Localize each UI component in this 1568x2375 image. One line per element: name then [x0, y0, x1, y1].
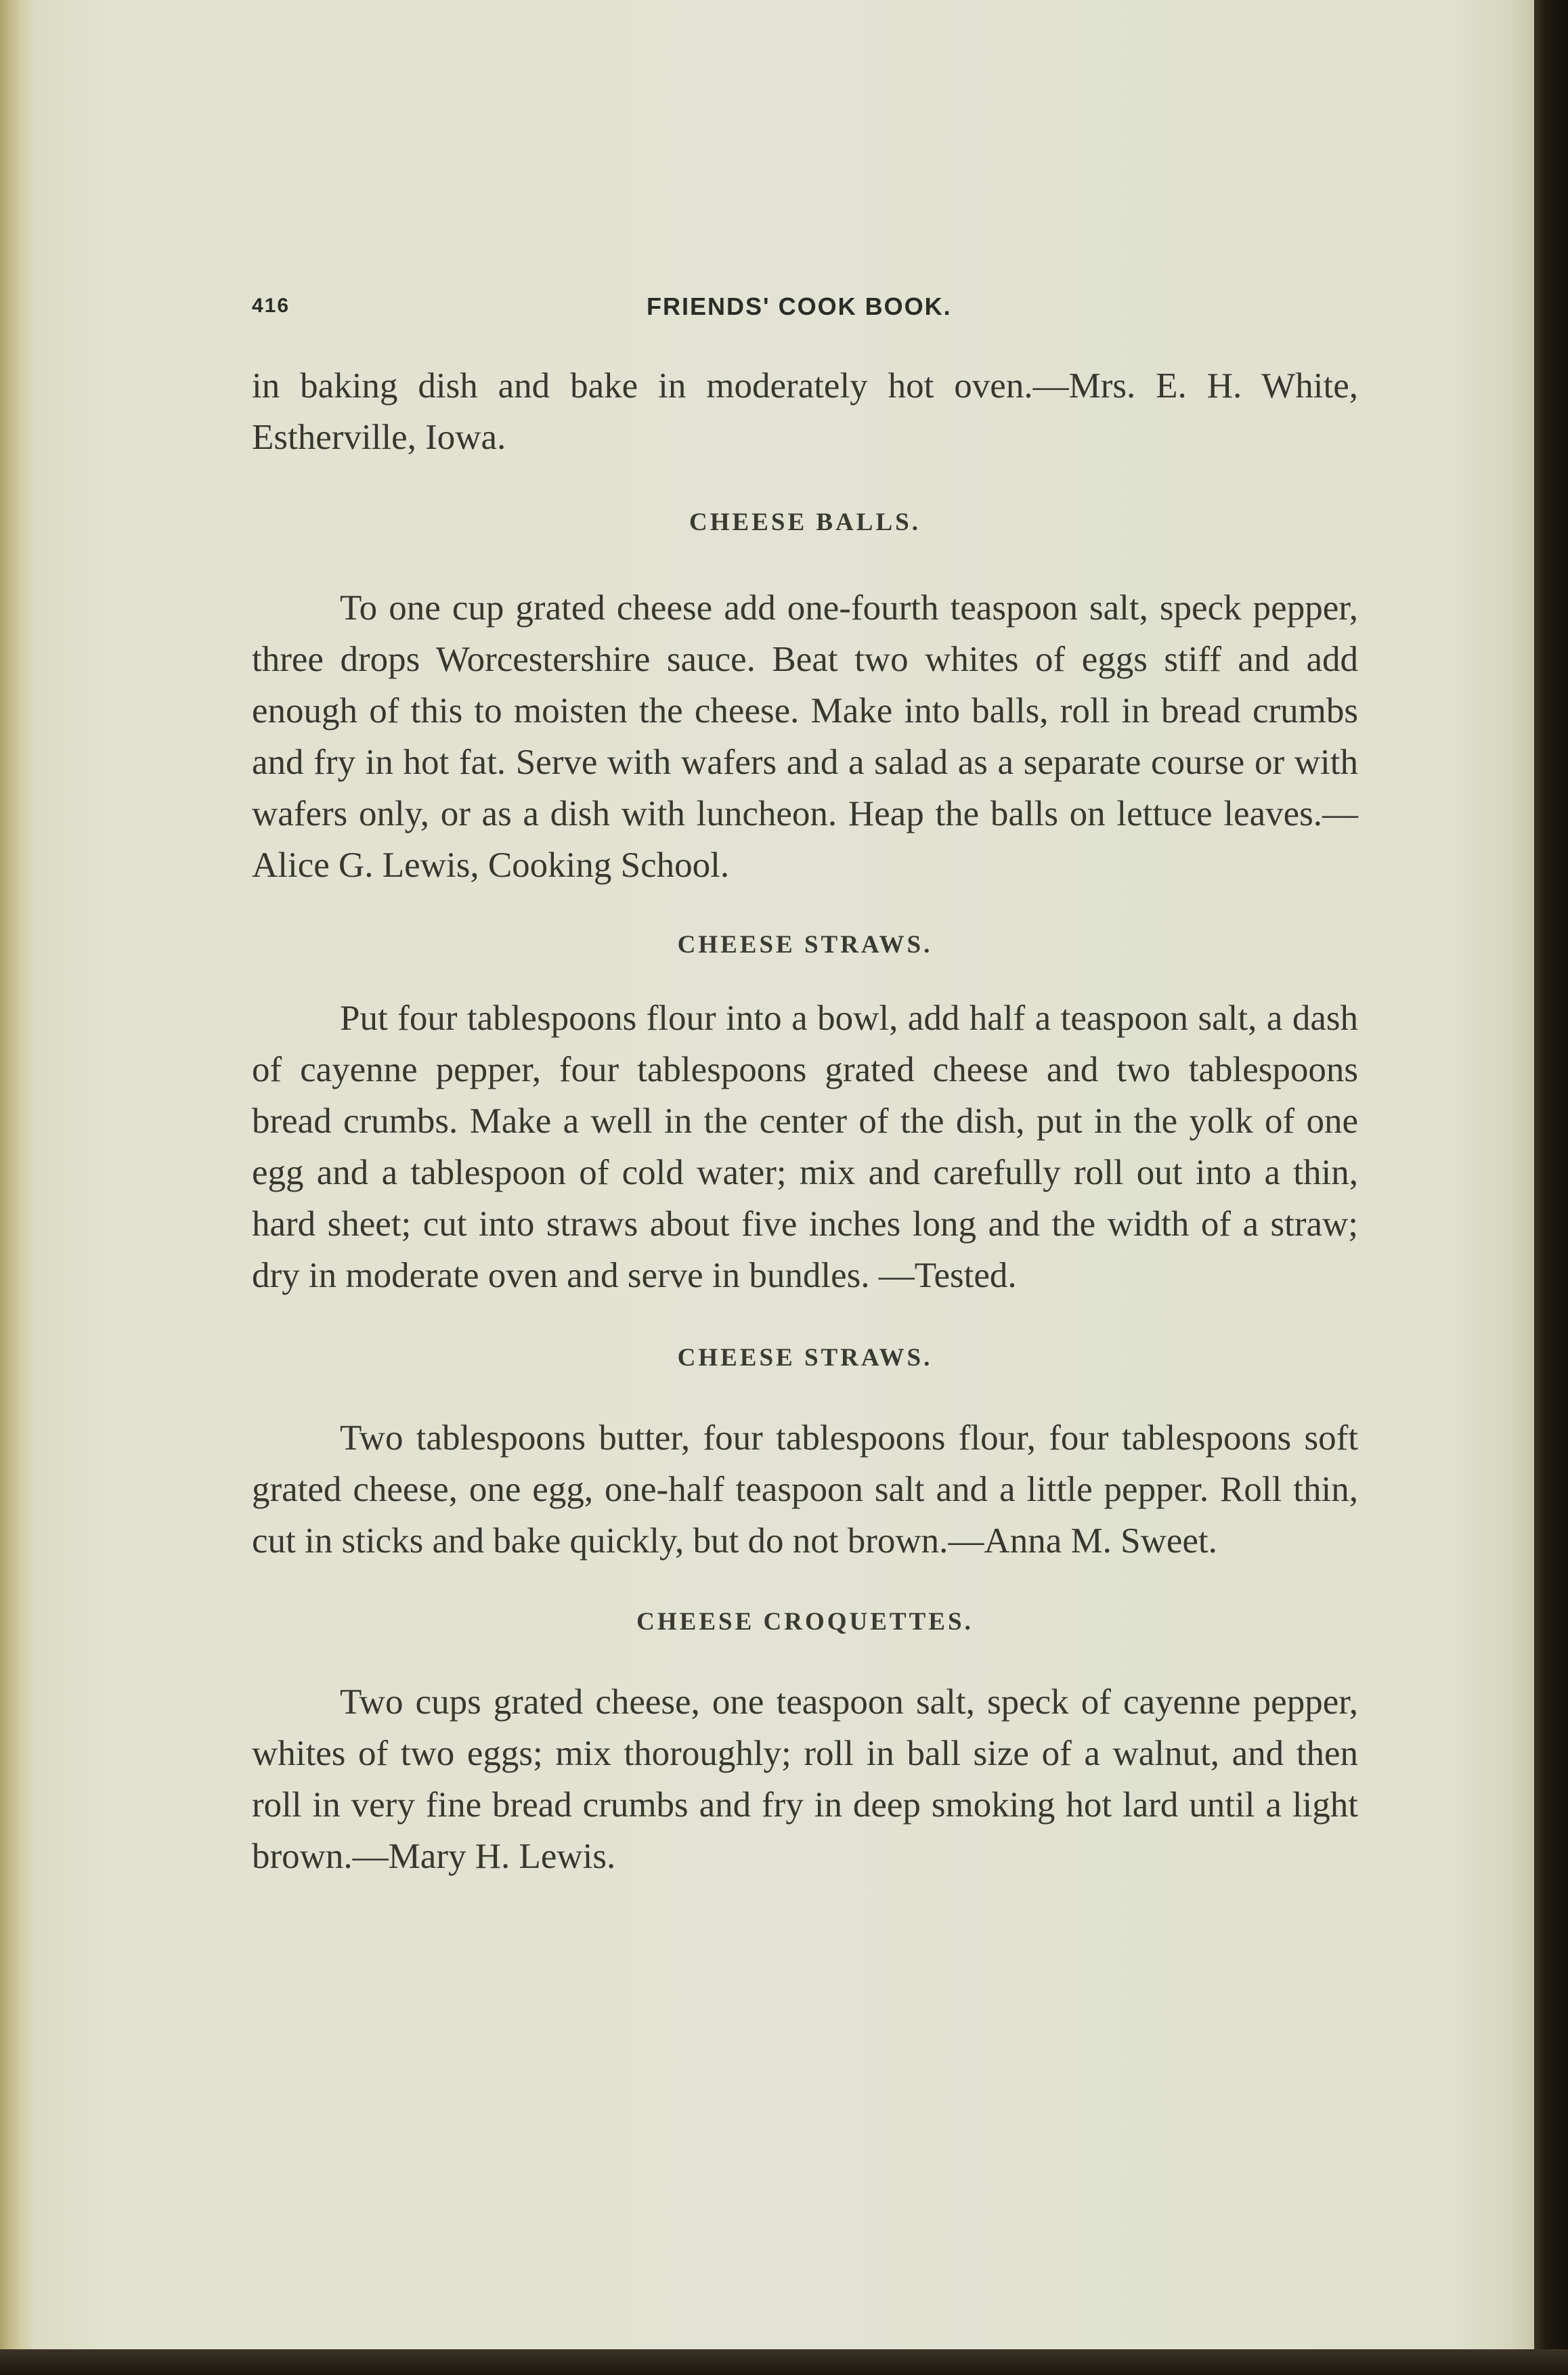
recipe-text-cheese-balls: To one cup grated cheese add one-fourth teaspoon salt, speck pepper, three drops Worcestershire sauce. Beat two whites of eggs stiff and add enough of this to moisten the cheese. Make into balls, roll in bread crumbs and fry in hot fat. Serve with wafers and a salad as a separate course or with wafers only, or as a dish with luncheon. Heap the balls on lettuce leaves.—Alice G. Lewis, Cooking School. [252, 588, 1358, 885]
page-number: 416 [252, 295, 290, 317]
recipe-text-cheese-croquettes: Two cups grated cheese, one teaspoon salt, speck of cayenne pepper, whites of two eggs; mix thoroughly; roll in ball size of a walnut, and then roll in very fine bread crumbs and fry in deep smoking hot lard until a light brown.—Mary H. Lewis. [252, 1682, 1358, 1876]
book-cover-edge-bottom [0, 2349, 1568, 2375]
running-title: FRIENDS' COOK BOOK. [647, 292, 952, 320]
recipe-title-cheese-straws-2: CHEESE STRAWS. [677, 1344, 933, 1372]
continued-paragraph: in baking dish and bake in moderately hot oven.—Mrs. E. H. White, Estherville, Iowa. [252, 366, 1358, 457]
recipe-text-cheese-straws-1: Put four tablespoons flour into a bowl, add half a teaspoon salt, a dash of cayenne pepper, four tablespoons grated cheese and two tablespoons bread crumbs. Make a well in the center of the dish, put in the yolk of one egg and a tablespoon of cold water; mix and carefully roll out into a thin, hard sheet; cut into straws about five inches long and the width of a straw; dry in moderate oven and serve in bundles. —Tested. [252, 999, 1358, 1295]
recipe-text-cheese-straws-2: Two tablespoons butter, four tablespoons flour, four tablespoons soft grated cheese, one egg, one-half teaspoon salt and a little pepper. Roll thin, cut in sticks and bake quickly, but do not brown.—Anna M. Sweet. [252, 1418, 1358, 1561]
page-binding-shadow [0, 0, 31, 2349]
recipe-title-cheese-balls: CHEESE BALLS. [689, 508, 921, 536]
page-content [252, 360, 1358, 1882]
recipe-title-cheese-straws-1: CHEESE STRAWS. [677, 931, 933, 959]
book-cover-edge-right [1534, 0, 1568, 2375]
running-header [252, 288, 1362, 335]
recipe-title-cheese-croquettes: CHEESE CROQUETTES. [636, 1608, 974, 1636]
